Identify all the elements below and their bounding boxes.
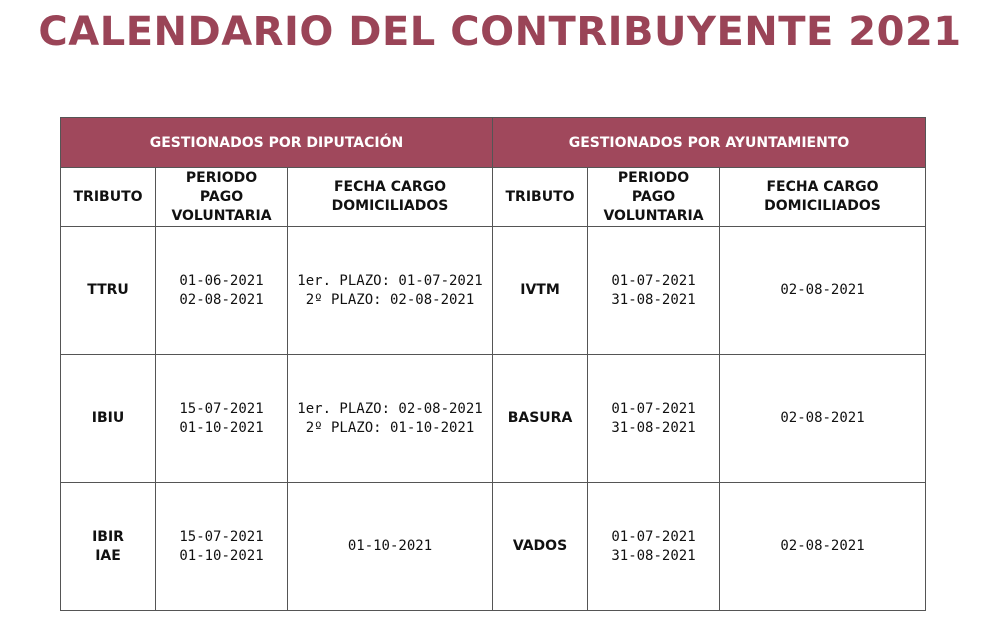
cell-text: 31-08-2021 bbox=[611, 419, 696, 436]
table-row bbox=[61, 483, 926, 611]
fecha-cargo-cell bbox=[720, 483, 926, 611]
tributo-cell bbox=[61, 483, 156, 611]
cell-text: IAE bbox=[95, 547, 121, 564]
column-header-text: PAGO bbox=[631, 188, 676, 205]
column-header-text: TRIBUTO bbox=[505, 188, 575, 205]
cell-text: 02-08-2021 bbox=[780, 410, 865, 426]
cell-text: 31-08-2021 bbox=[611, 547, 696, 564]
column-header-periodo bbox=[588, 168, 720, 227]
column-header-text: DOMICILIADOS bbox=[331, 198, 449, 214]
periodo-cell bbox=[156, 227, 288, 355]
column-header-text: PERIODO bbox=[617, 169, 690, 186]
cell-text: 02-08-2021 bbox=[780, 538, 865, 554]
column-header-tributo bbox=[493, 168, 588, 227]
group-header-row bbox=[61, 118, 926, 168]
cell-text: 02-08-2021 bbox=[780, 282, 865, 298]
tributo-cell bbox=[493, 355, 588, 483]
cell-text: 31-08-2021 bbox=[611, 291, 696, 308]
column-header-text: VOLUNTARIA bbox=[603, 207, 704, 224]
group-header-diputacion: GESTIONADOS POR DIPUTACIÓN bbox=[61, 118, 493, 168]
column-header-text: PERIODO bbox=[185, 169, 258, 186]
cell-text: 15-07-2021 bbox=[179, 528, 264, 545]
page-title: CALENDARIO DEL CONTRIBUYENTE 2021 bbox=[38, 9, 962, 55]
cell-text: IVTM bbox=[520, 282, 560, 298]
cell-text: 1er. PLAZO: 01-07-2021 bbox=[297, 272, 483, 289]
cell-text: 01-07-2021 bbox=[611, 528, 696, 545]
periodo-cell bbox=[588, 483, 720, 611]
fecha-cargo-cell bbox=[720, 355, 926, 483]
cell-text: 15-07-2021 bbox=[179, 400, 264, 417]
cell-text: 02-08-2021 bbox=[179, 291, 264, 308]
periodo-cell bbox=[588, 355, 720, 483]
fecha-cargo-cell bbox=[720, 227, 926, 355]
cell-text: 01-07-2021 bbox=[611, 400, 696, 417]
periodo-cell bbox=[588, 227, 720, 355]
column-header-text: VOLUNTARIA bbox=[171, 207, 272, 224]
group-header-ayuntamiento: GESTIONADOS POR AYUNTAMIENTO bbox=[493, 118, 926, 168]
fecha-cargo-cell bbox=[288, 483, 493, 611]
cell-text: VADOS bbox=[512, 538, 568, 554]
periodo-cell bbox=[156, 355, 288, 483]
column-header-periodo bbox=[156, 168, 288, 227]
tax-calendar-table bbox=[60, 117, 926, 611]
cell-text: TTRU bbox=[87, 282, 129, 298]
cell-text: 01-10-2021 bbox=[179, 547, 264, 564]
cell-text: 1er. PLAZO: 02-08-2021 bbox=[297, 400, 483, 417]
tributo-cell bbox=[61, 227, 156, 355]
column-header-fecha bbox=[720, 168, 926, 227]
column-header-text: FECHA CARGO bbox=[333, 179, 447, 195]
cell-text: 01-10-2021 bbox=[347, 538, 433, 554]
periodo-cell bbox=[156, 483, 288, 611]
column-header-text: DOMICILIADOS bbox=[764, 198, 881, 214]
cell-text: IBIU bbox=[91, 410, 125, 426]
column-header-text: PAGO bbox=[199, 188, 244, 205]
cell-text: 01-06-2021 bbox=[179, 272, 264, 289]
column-header-text: FECHA CARGO bbox=[766, 179, 879, 195]
column-header-tributo bbox=[61, 168, 156, 227]
tributo-cell bbox=[61, 355, 156, 483]
table-row bbox=[61, 355, 926, 483]
tributo-cell bbox=[493, 483, 588, 611]
cell-text: 01-07-2021 bbox=[611, 272, 696, 289]
cell-text: 2º PLAZO: 01-10-2021 bbox=[305, 419, 475, 436]
fecha-cargo-cell bbox=[288, 355, 493, 483]
cell-text: 2º PLAZO: 02-08-2021 bbox=[305, 291, 475, 308]
table-row bbox=[61, 227, 926, 355]
cell-text: IBIR bbox=[92, 528, 124, 545]
cell-text: BASURA bbox=[507, 410, 573, 426]
column-header-row bbox=[61, 168, 926, 227]
column-header-fecha bbox=[288, 168, 493, 227]
cell-text: 01-10-2021 bbox=[179, 419, 264, 436]
column-header-text: TRIBUTO bbox=[73, 188, 143, 205]
tributo-cell bbox=[493, 227, 588, 355]
fecha-cargo-cell bbox=[288, 227, 493, 355]
